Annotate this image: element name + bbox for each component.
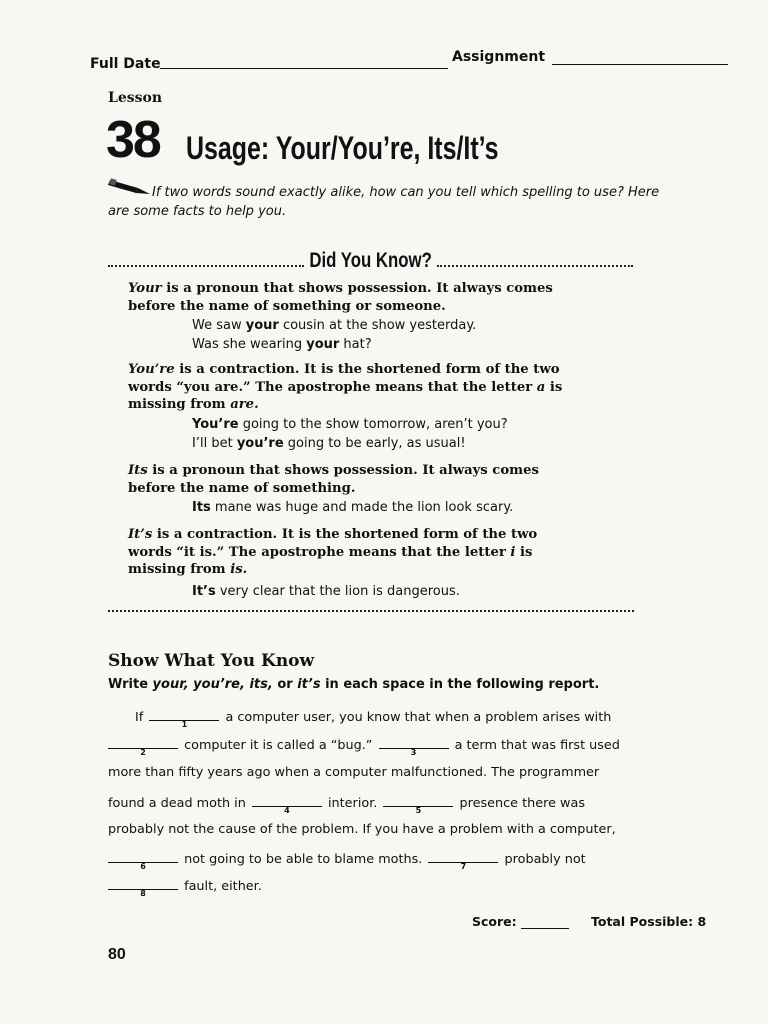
rule-text: before the name of something or someone. (128, 298, 446, 314)
assignment-label: Assignment (452, 49, 546, 65)
rule-your (128, 280, 598, 315)
answer-blank-5[interactable]: 5 (383, 794, 453, 807)
answer-blank-3[interactable]: 3 (379, 736, 449, 749)
answer-blank-7[interactable]: 7 (428, 850, 498, 863)
example-youre-2: I’ll bet you’re going to be early, as usual! (192, 436, 466, 451)
report-line-5: probably not the cause of the problem. If you have a problem with a computer, (108, 822, 616, 837)
example-its-contraction-1: It’s very clear that the lion is dangerous. (192, 584, 460, 599)
report-line-4: found a dead moth in 4 interior. 5 presence there was (108, 796, 586, 815)
show-what-you-know-title: Show What You Know (108, 651, 315, 671)
dotted-divider (437, 265, 633, 267)
rule-its: Its is a pronoun that shows possession. It always comes before the name of something. (128, 463, 539, 496)
example-youre-1: You’re going to the show tomorrow, aren’t you? (192, 417, 508, 432)
example-your-2: Was she wearing your hat? (192, 337, 372, 352)
report-line-6: 6 not going to be able to blame moths. 7 probably not (108, 850, 586, 868)
full-date-field[interactable] (160, 68, 448, 69)
answer-blank-4[interactable]: 4 (252, 794, 322, 807)
example-your-1: We saw your cousin at the show yesterday. (192, 318, 477, 333)
answer-blank-1[interactable]: 1 (149, 708, 219, 721)
rule-youre: You’re is a contraction. It is the shortened form of the two words “you are.” The apostrophe means that the letter a is missing from are. (128, 362, 563, 412)
intro-line-2: are some facts to help you. (108, 204, 287, 219)
rule-its-contraction: It’s is a contraction. It is the shortened form of the two words “it is.” The apostrophe means that the letter i is missing from is. (128, 527, 538, 577)
answer-blank-8[interactable]: 8 (108, 877, 178, 890)
page-number: 80 (108, 946, 126, 963)
report-line-3: more than fifty years ago when a computer malfunctioned. The programmer (108, 765, 600, 780)
did-you-know-header (108, 249, 633, 273)
example-its-1: Its mane was huge and made the lion look scary. (192, 500, 514, 515)
rule-text: is a pronoun that shows possession. It always comes (166, 281, 553, 296)
instruction-text: Write your, you’re, its, or it’s in each space in the following report. (108, 677, 600, 692)
score-field[interactable] (521, 928, 569, 929)
intro-line-1: If two words sound exactly alike, how can you tell which spelling to use? Here (152, 185, 660, 200)
assignment-field[interactable] (552, 64, 728, 65)
total-possible: Total Possible: 8 (591, 914, 707, 929)
pencil-icon (108, 176, 152, 196)
full-date-label: Full Date (90, 56, 161, 72)
lesson-number: 38 (106, 111, 160, 169)
report-line-7: 8 fault, either. (108, 877, 262, 895)
dotted-divider (108, 265, 304, 267)
rule-key: Your (128, 281, 162, 296)
answer-blank-2[interactable]: 2 (108, 736, 178, 749)
did-you-know-title: Did You Know? (309, 249, 432, 272)
lesson-word: Lesson (108, 90, 163, 106)
report-line-2: 2 computer it is called a “bug.” 3 a term that was first used (108, 736, 620, 754)
score-label: Score: (472, 914, 517, 929)
report-line-1: If 1 a computer user, you know that when a problem arises with (135, 710, 612, 729)
dotted-divider-bottom (108, 610, 634, 612)
lesson-title: Usage: Your/You’re, Its/It’s (186, 130, 499, 166)
answer-blank-6[interactable]: 6 (108, 850, 178, 863)
